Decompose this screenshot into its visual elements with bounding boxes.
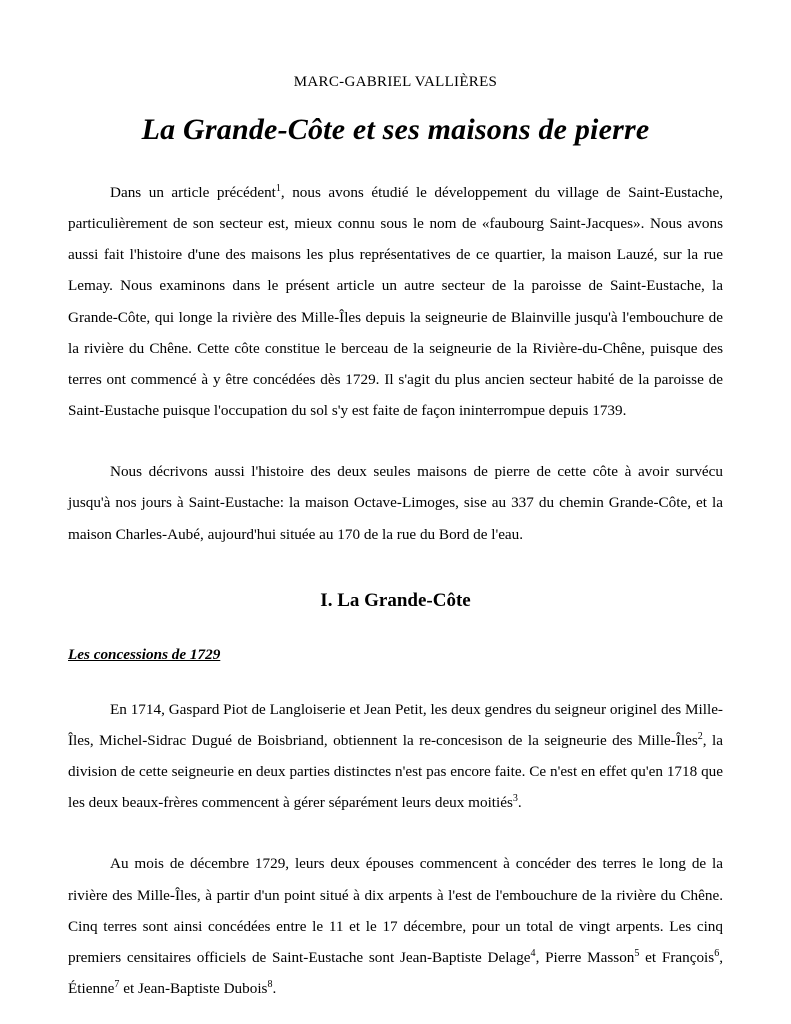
paragraph-2: Nous décrivons aussi l'histoire des deux seules maisons de pierre de cette côte à avoir survécu jusqu'à nos jours à Saint-Eustache: la maison Octave-Limoges, sise au 337 du chemin Grande-Côte, et la maison Charles-Aubé, aujourd'hui située au 170 de la rue du Bord de l'eau. [68, 463, 723, 543]
page-title: La Grande-Côte et ses maisons de pierre [141, 113, 650, 146]
footnote-ref-1[interactable]: 1 [275, 182, 281, 194]
paragraph-4-text-f: . [272, 979, 277, 997]
footnote-ref-7[interactable]: 7 [114, 978, 120, 990]
paragraph-4-text-e: et Jean-Baptiste Dubois [119, 979, 268, 997]
author-line: MARC-GABRIEL VALLIÈRES [293, 74, 498, 90]
footnote-ref-4[interactable]: 4 [530, 947, 536, 959]
paragraph-3-text-a: En 1714, Gaspard Piot de Langloiserie et Jean Petit, les deux gendres du seigneur originel des Mille-Îles, Michel-Sidrac Dugué de Boisbriand, obtiennent la re-concesison de la seigneurie des Mille-Îles [68, 700, 723, 749]
footnote-ref-3[interactable]: 3 [512, 793, 518, 805]
footnote-ref-8[interactable]: 8 [267, 978, 273, 990]
footnote-ref-6[interactable]: 6 [714, 947, 720, 959]
footnote-ref-5[interactable]: 5 [634, 947, 640, 959]
paragraph-4-text-c: et François [639, 948, 715, 966]
paragraph-1 [68, 177, 723, 426]
paragraph-4 [68, 848, 723, 1004]
paragraph-1-text-a: Dans un article précédent [110, 184, 276, 201]
paragraph-4-text-d: , Étienne [68, 948, 723, 997]
paragraph-4-text-a: Au mois de décembre 1729, leurs deux épouses commencent à concéder des terres le long de la rivière des Mille-Îles, à partir d'un point situé à dix arpents à l'est de l'embouchure de la rivière du Chêne. Cinq terres sont ainsi concédées entre le 11 et le 17 décembre, pour un total de vingt arpents. Les cinq premiers censitaires officiels de Saint-Eustache sont Jean-Baptiste Delage [68, 855, 723, 966]
paragraph-4-text-b: , Pierre Masson [535, 948, 635, 966]
subsection-heading-1: Les concessions de 1729 [68, 645, 221, 663]
section-heading-1: I. La Grande-Côte [320, 589, 471, 611]
footnote-ref-2[interactable]: 2 [697, 730, 703, 742]
paragraph-3 [68, 694, 723, 819]
paragraph-3-text-b: , la division de cette seigneurie en deux parties distinctes n'est pas encore faite. Ce n'est en effet qu'en 1718 que les deux beaux-frères commencent à gérer séparément leurs deux moitiés [68, 731, 723, 812]
paragraph-3-text-c: . [517, 794, 522, 812]
paragraph-1-text-b: , nous avons étudié le développement du village de Saint-Eustache, particulièrement de son secteur est, mieux connu sous le nom de «faubourg Saint-Jacques». Nous avons aussi fait l'histoire d'une des maisons les plus représentatives de ce quartier, la maison Lauzé, sur la rue Lemay. Nous examinons dans le présent article un autre secteur de la paroisse de Saint-Eustache, la Grande-Côte, qui longe la rivière des Mille-Îles depuis la seigneurie de Blainville jusqu'à l'embouchure de la rivière du Chêne. Cette côte constitue le berceau de la seigneurie de la Rivière-du-Chêne, puisque des terres ont commencé à y être concédées dès 1729. Il s'agit du plus ancien secteur habité de la paroisse de Saint-Eustache puisque l'occupation du sol s'y est faite de façon ininterrompue depuis 1739. [68, 184, 723, 420]
